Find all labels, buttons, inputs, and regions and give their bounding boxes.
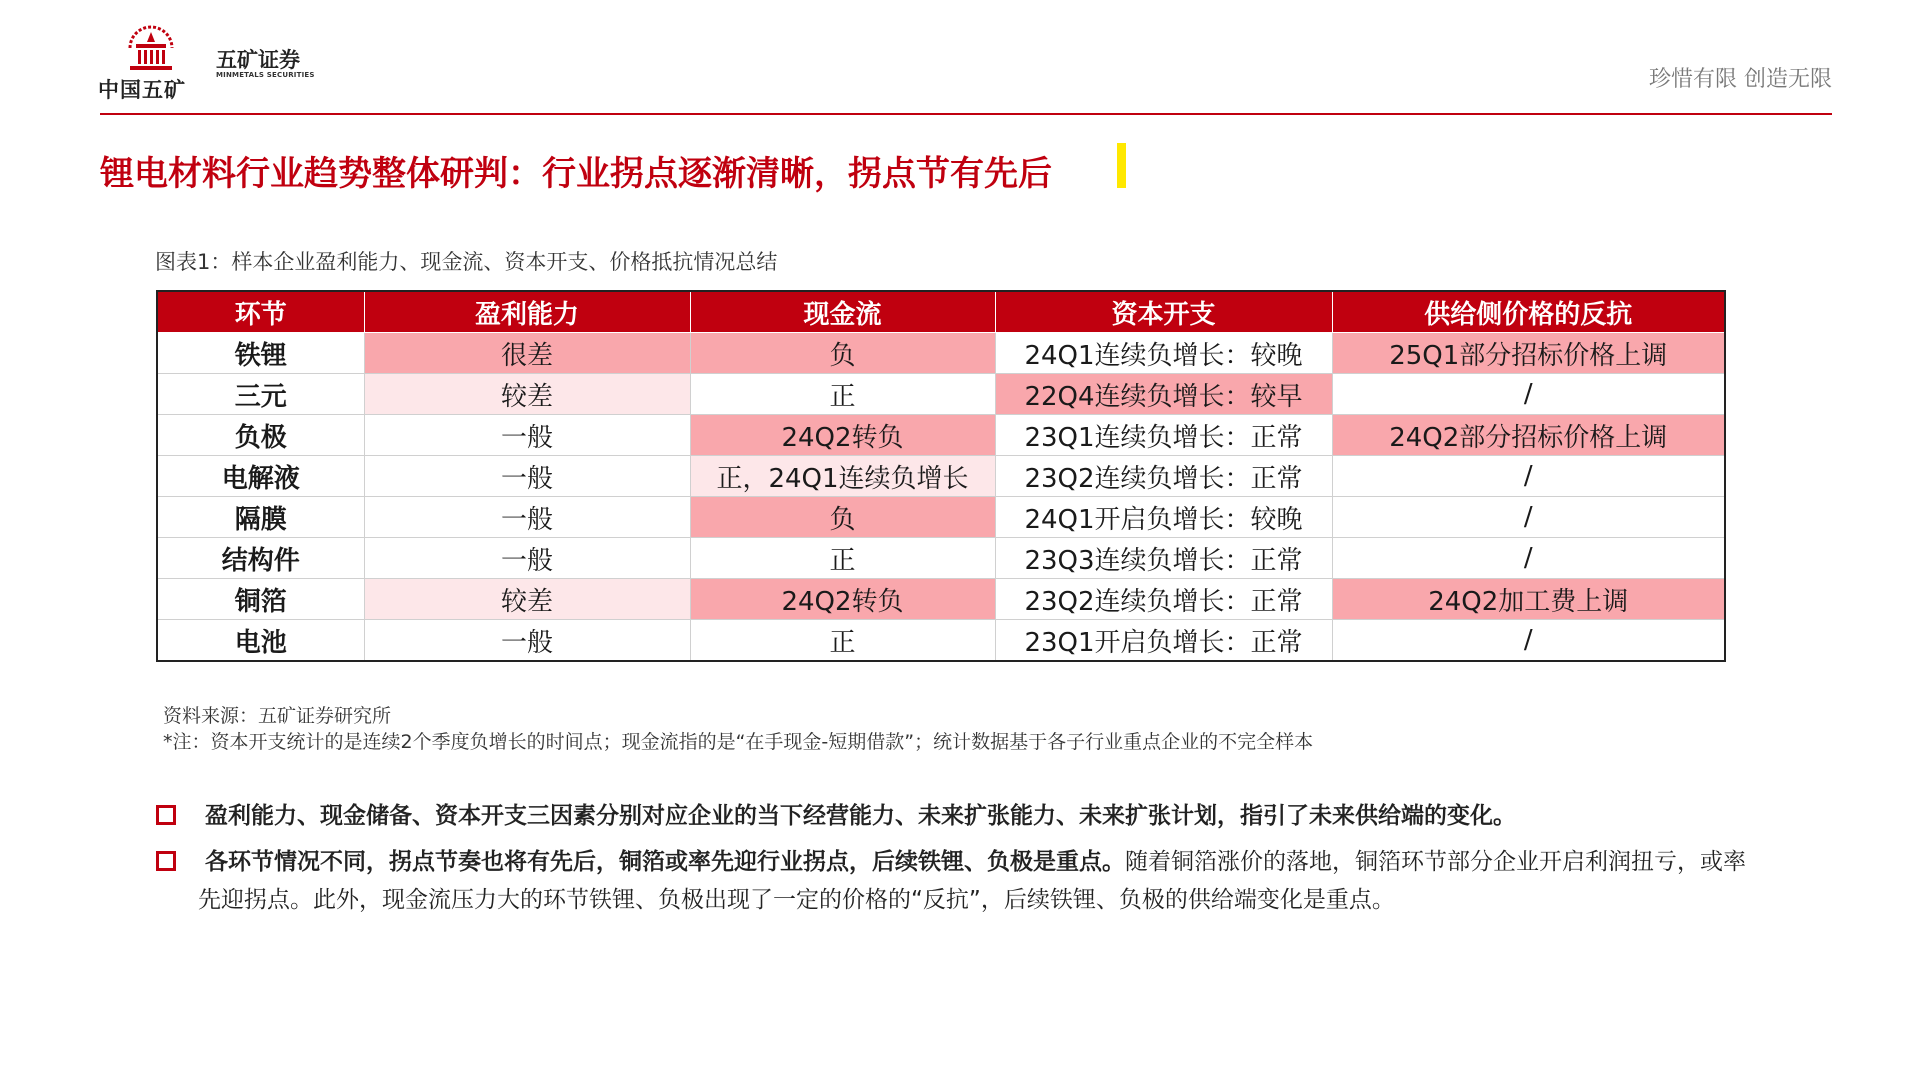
cell-cash-flow: 正 bbox=[690, 620, 995, 662]
cell-profitability: 较差 bbox=[364, 579, 690, 620]
cell-profitability: 较差 bbox=[364, 374, 690, 415]
bullet-square-icon bbox=[156, 851, 176, 871]
cell-capex: 23Q1连续负增长：正常 bbox=[995, 415, 1332, 456]
cell-cash-flow: 负 bbox=[690, 333, 995, 374]
table-row bbox=[157, 415, 1725, 456]
bullet-point-1 bbox=[205, 797, 1765, 835]
header-stage: 环节 bbox=[157, 291, 364, 333]
company-logo bbox=[98, 22, 318, 104]
table-row bbox=[157, 538, 1725, 579]
cell-stage: 三元 bbox=[157, 374, 364, 415]
cell-price-resistance: 24Q2部分招标价格上调 bbox=[1332, 415, 1725, 456]
table-row bbox=[157, 497, 1725, 538]
cell-capex: 22Q4连续负增长：较早 bbox=[995, 374, 1332, 415]
cell-stage: 铁锂 bbox=[157, 333, 364, 374]
cell-stage: 铜箔 bbox=[157, 579, 364, 620]
header-price-resistance: 供给侧价格的反抗 bbox=[1332, 291, 1725, 333]
cell-cash-flow: 正，24Q1连续负增长 bbox=[690, 456, 995, 497]
cell-cash-flow: 正 bbox=[690, 538, 995, 579]
cell-capex: 23Q2连续负增长：正常 bbox=[995, 456, 1332, 497]
cell-profitability: 一般 bbox=[364, 415, 690, 456]
cell-stage: 电解液 bbox=[157, 456, 364, 497]
cell-capex: 23Q2连续负增长：正常 bbox=[995, 579, 1332, 620]
cell-price-resistance: 25Q1部分招标价格上调 bbox=[1332, 333, 1725, 374]
cell-price-resistance: / bbox=[1332, 456, 1725, 497]
table-row bbox=[157, 620, 1725, 662]
cell-stage: 电池 bbox=[157, 620, 364, 662]
bullet-1-bold: 盈利能力、现金储备、资本开支三因素分别对应企业的当下经营能力、未来扩张能力、未来扩张计划，指引了未来供给端的变化。 bbox=[205, 803, 1516, 829]
bullet-2-text: 随着铜箔涨价的落地，铜箔环节部分企业开启利润扭亏，或率先迎拐点。此外，现金流压力大的环节铁锂、负极出现了一定的价格的“反抗”，后续铁锂、负极的供给端变化是重点。 bbox=[198, 849, 1746, 913]
cell-cash-flow: 正 bbox=[690, 374, 995, 415]
cell-capex: 24Q1开启负增长：较晚 bbox=[995, 497, 1332, 538]
cell-price-resistance: / bbox=[1332, 620, 1725, 662]
data-source: 资料来源：五矿证券研究所 bbox=[163, 705, 392, 727]
cell-capex: 23Q1开启负增长：正常 bbox=[995, 620, 1332, 662]
cell-cash-flow: 24Q2转负 bbox=[690, 579, 995, 620]
cell-cash-flow: 24Q2转负 bbox=[690, 415, 995, 456]
table-row bbox=[157, 333, 1725, 374]
page-title: 锂电材料行业趋势整体研判：行业拐点逐渐清晰，拐点节有先后 bbox=[100, 154, 1052, 194]
bullet-point-2 bbox=[198, 843, 1758, 919]
cell-capex: 23Q3连续负增长：正常 bbox=[995, 538, 1332, 579]
brand-english-name: MINMETALS SECURITIES bbox=[216, 71, 315, 79]
table-row bbox=[157, 579, 1725, 620]
cell-stage: 结构件 bbox=[157, 538, 364, 579]
cell-price-resistance: 24Q2加工费上调 bbox=[1332, 579, 1725, 620]
slogan: 珍惜有限 创造无限 bbox=[1649, 67, 1832, 92]
cell-profitability: 一般 bbox=[364, 456, 690, 497]
table-caption: 图表1：样本企业盈利能力、现金流、资本开支、价格抵抗情况总结 bbox=[155, 250, 778, 274]
cell-price-resistance: / bbox=[1332, 374, 1725, 415]
bullet-square-icon bbox=[156, 805, 176, 825]
cell-profitability: 很差 bbox=[364, 333, 690, 374]
header-profitability: 盈利能力 bbox=[364, 291, 690, 333]
table-footnote: *注：资本开支统计的是连续2个季度负增长的时间点；现金流指的是“在手现金-短期借款”；统计数据基于各子行业重点企业的不完全样本 bbox=[163, 731, 1314, 753]
cell-stage: 负极 bbox=[157, 415, 364, 456]
cell-profitability: 一般 bbox=[364, 620, 690, 662]
cell-profitability: 一般 bbox=[364, 538, 690, 579]
header-capex: 资本开支 bbox=[995, 291, 1332, 333]
header-divider bbox=[100, 113, 1832, 115]
table-row bbox=[157, 456, 1725, 497]
cell-stage: 隔膜 bbox=[157, 497, 364, 538]
summary-table bbox=[156, 290, 1726, 662]
cell-profitability: 一般 bbox=[364, 497, 690, 538]
header-cash-flow: 现金流 bbox=[690, 291, 995, 333]
bullet-2-bold: 各环节情况不同，拐点节奏也将有先后，铜箔或率先迎行业拐点，后续铁锂、负极是重点。 bbox=[205, 849, 1125, 875]
logo-chinese-name: 中国五矿 bbox=[98, 78, 186, 102]
cell-price-resistance: / bbox=[1332, 497, 1725, 538]
title-highlight-bar bbox=[1117, 143, 1126, 188]
cell-capex: 24Q1连续负增长：较晚 bbox=[995, 333, 1332, 374]
china-minmetals-emblem-icon bbox=[124, 24, 178, 74]
table-header-row bbox=[157, 291, 1725, 333]
table-row bbox=[157, 374, 1725, 415]
cell-price-resistance: / bbox=[1332, 538, 1725, 579]
brand-name: 五矿证券 bbox=[216, 48, 300, 72]
cell-cash-flow: 负 bbox=[690, 497, 995, 538]
